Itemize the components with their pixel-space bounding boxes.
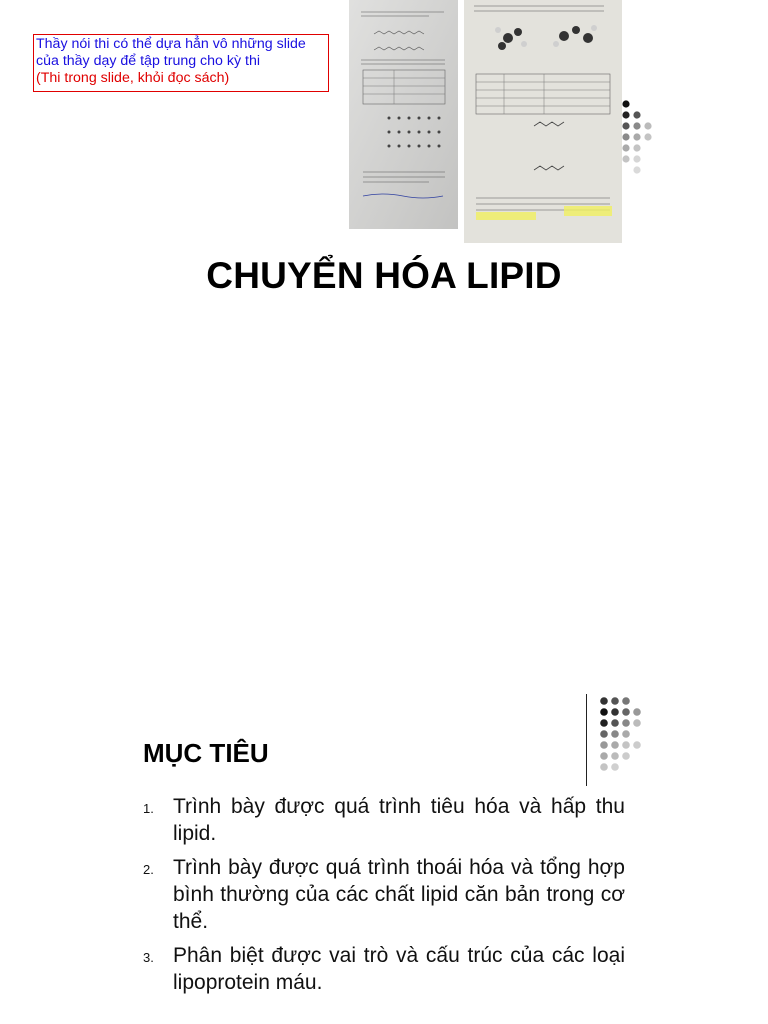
list-item-number: 2. bbox=[143, 862, 154, 877]
textbook-photo-left bbox=[349, 0, 458, 229]
objectives-list bbox=[143, 793, 625, 1003]
list-item bbox=[143, 942, 625, 996]
note-line-2: của thầy dạy để tập trung cho kỳ thi bbox=[36, 53, 260, 69]
page-title: CHUYỂN HÓA LIPID bbox=[206, 255, 562, 296]
handwritten-note-box bbox=[33, 34, 329, 92]
note-line-1: Thầy nói thi có thể dựa hẳn vô những slide bbox=[36, 36, 306, 52]
decorative-dot-pattern-bottom bbox=[597, 694, 649, 783]
section-heading: MỤC TIÊU bbox=[143, 738, 269, 768]
list-item-text: Trình bày được quá trình thoái hóa và tổng hợp bình thường của các chất lipid căn bản trong cơ thể. bbox=[173, 856, 625, 933]
list-item-text: Phân biệt được vai trò và cấu trúc của các loại lipoprotein máu. bbox=[173, 944, 625, 994]
list-item-number: 1. bbox=[143, 801, 154, 816]
vertical-divider bbox=[586, 694, 587, 786]
list-item bbox=[143, 854, 625, 935]
list-item bbox=[143, 793, 625, 847]
decorative-dot-pattern-top bbox=[619, 97, 655, 186]
textbook-photo-right bbox=[464, 0, 622, 243]
list-item-text: Trình bày được quá trình tiêu hóa và hấp thu lipid. bbox=[173, 795, 625, 845]
note-line-3: (Thi trong slide, khỏi đọc sách) bbox=[36, 70, 230, 86]
list-item-number: 3. bbox=[143, 950, 154, 965]
